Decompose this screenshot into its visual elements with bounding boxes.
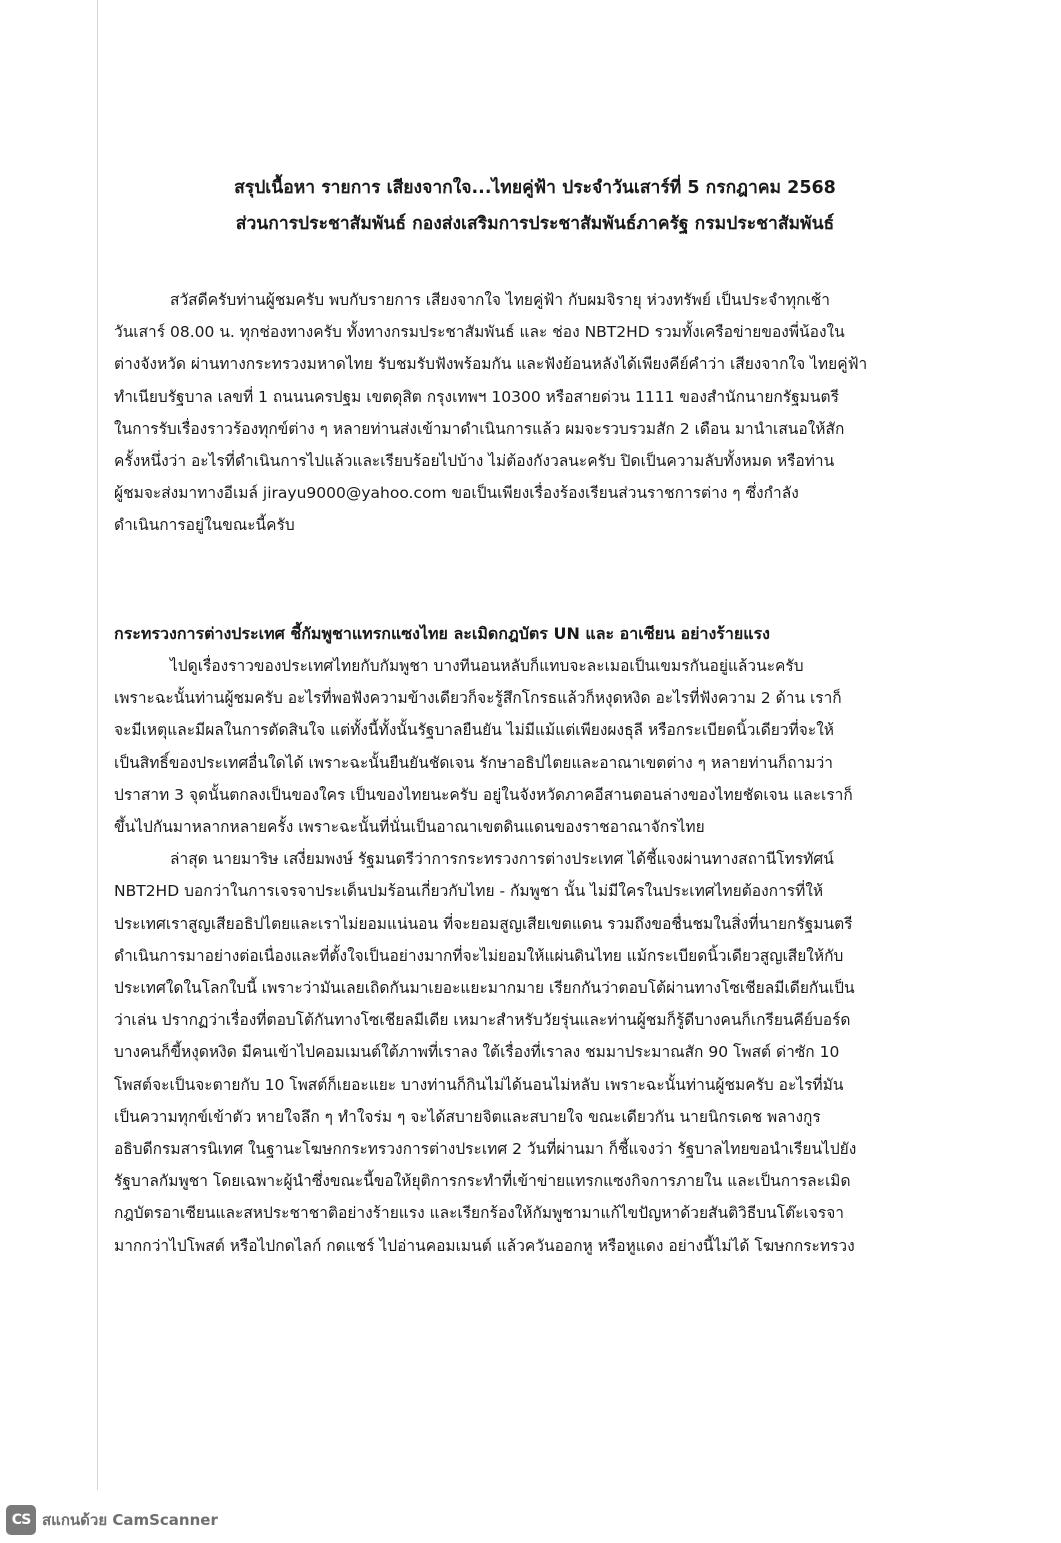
title-line-1: สรุปเนื้อหา รายการ เสียงจากใจ...ไทยคู่ฟ้า ประจำวันเสาร์ที่ 5 กรกฎาคม 2568 xyxy=(234,178,836,198)
intro-line: ครั้งหนึ่งว่า อะไรที่ดำเนินการไปแล้วและเรียบร้อยไปบ้าง ไม่ต้องกังวลนะครับ ปิดเป็นความลับทั้งหมด หรือท่าน xyxy=(114,452,835,471)
section-line: ประเทศใดในโลกใบนี้ เพราะว่ามันเลยเถิดกันมาเยอะแยะมากมาย เรียกกันว่าตอบโต้ผ่านทางโซเชียลมีเดียกันเป็น xyxy=(114,979,855,998)
intro-line: วันเสาร์ 08.00 น. ทุกช่องทางครับ ทั้งทางกรมประชาสัมพันธ์ และ ช่อง NBT2HD รวมทั้งเครือข่ายของพี่น้องใน xyxy=(114,323,845,342)
section-line: กฎบัตรอาเซียนและสหประชาชาติอย่างร้ายแรง และเรียกร้องให้กัมพูชามาแก้ไขปัญหาด้วยสันติวิธีบนโต๊ะเจรจา xyxy=(114,1204,844,1223)
section-line: NBT2HD บอกว่าในการเจรจาประเด็นปมร้อนเกี่ยวกับไทย - กัมพูชา นั้น ไม่มีใครในประเทศไทยต้องการที่ให้ xyxy=(114,882,824,901)
intro-line: ทำเนียบรัฐบาล เลขที่ 1 ถนนนครปฐม เขตดุสิต กรุงเทพฯ 10300 หรือสายด่วน 1111 ของสำนักนายกรัฐมนตรี xyxy=(114,387,839,406)
section-line: เป็นสิทธิ์ของประเทศอื่นใดได้ เพราะฉะนั้นยืนยันชัดเจน รักษาอธิปไตยและอาณาเขตต่าง ๆ หลายท่านก็ถามว่า xyxy=(114,753,833,772)
section-line: จะมีเหตุและมีผลในการตัดสินใจ แต่ทั้งนี้ทั้งนั้นรัฐบาลยืนยัน ไม่มีแม้แต่เพียงผงธุลี หรือกระเบียดนิ้วเดียวที่จะให้ xyxy=(114,721,835,740)
camscanner-logo-icon: CS xyxy=(6,1505,36,1535)
section-line: ปราสาท 3 จุดนั้นตกลงเป็นของใคร เป็นของไทยนะครับ อยู่ในจังหวัดภาคอีสานตอนล่างของไทยชัดเจน และเราก็ xyxy=(114,785,853,804)
title-line-2: ส่วนการประชาสัมพันธ์ กองส่งเสริมการประชาสัมพันธ์ภาครัฐ กรมประชาสัมพันธ์ xyxy=(235,214,835,234)
section-heading: กระทรวงการต่างประเทศ ชี้กัมพูชาแทรกแซงไทย ละเมิดกฎบัตร UN และ อาเซียน อย่างร้ายแรง xyxy=(114,624,770,643)
section-line: อธิบดีกรมสารนิเทศ ในฐานะโฆษกกระทรวงการต่างประเทศ 2 วันที่ผ่านมา ก็ชี้แจงว่า รัฐบาลไทยขอนำเรียนไปยัง xyxy=(114,1140,857,1159)
section-line: มากกว่าไปโพสต์ หรือไปกดไลก์ กดแชร์ ไปอ่านคอมเมนต์ แล้วควันออกหู หรือหูแดง อย่างนี้ไม่ได้ โฆษกกระทรวง xyxy=(114,1236,855,1255)
intro-line: ผู้ชมจะส่งมาทางอีเมล์ jirayu9000@yahoo.com ขอเป็นเพียงเรื่องร้องเรียนส่วนราชการต่าง ๆ ซึ่งกำลัง xyxy=(114,484,799,503)
section-line: ไปดูเรื่องราวของประเทศไทยกับกัมพูชา บางทีนอนหลับก็แทบจะละเมอเป็นเขมรกันอยู่แล้วนะครับ xyxy=(170,657,804,675)
intro-line: สวัสดีครับท่านผู้ชมครับ พบกับรายการ เสียงจากใจ ไทยคู่ฟ้า กับผมจิรายุ ห่วงทรัพย์ เป็นประจำทุกเช้า xyxy=(170,291,831,309)
section-line: ประเทศเราสูญเสียอธิปไตยและเราไม่ยอมแน่นอน ที่จะยอมสูญเสียเขตแดน รวมถึงขอชื่นชมในสิ่งที่นายกรัฐมนตรี xyxy=(114,914,853,933)
intro-line: ในการรับเรื่องราวร้องทุกข์ต่าง ๆ หลายท่านส่งเข้ามาดำเนินการแล้ว ผมจะรวบรวมสัก 2 เดือน มานำเสนอให้สัก xyxy=(114,419,845,438)
section-line: เป็นความทุกข์เข้าตัว หายใจลึก ๆ ทำใจร่ม ๆ จะได้สบายจิตและสบายใจ ขณะเดียวกัน นายนิกรเดช พลางกูร xyxy=(114,1107,821,1126)
intro-line: ดำเนินการอยู่ในขณะนี้ครับ xyxy=(114,516,295,535)
section-line: เพราะฉะนั้นท่านผู้ชมครับ อะไรที่พอฟังความข้างเดียวก็จะรู้สึกโกรธแล้วก็หงุดหงิด อะไรที่ฟังความ 2 ด้าน เราก็ xyxy=(114,689,842,708)
section-line: รัฐบาลกัมพูชา โดยเฉพาะผู้นำซึ่งขณะนี้ขอให้ยุติการกระทำที่เข้าข่ายแทรกแซงกิจการภายใน และเป็นการละเมิด xyxy=(114,1172,851,1191)
intro-paragraph xyxy=(114,284,932,542)
document-title xyxy=(120,170,950,242)
section-line: ขึ้นไปกันมาหลากหลายครั้ง เพราะฉะนั้นที่นั่นเป็นอาณาเขตดินแดนของราชอาณาจักรไทย xyxy=(114,818,705,837)
section-body xyxy=(114,650,932,1262)
section-line: บางคนก็ขี้หงุดหงิด มีคนเข้าไปคอมเมนต์ใต้ภาพที่เราลง ใต้เรื่องที่เราลง ชมมาประมาณสัก 90 โพสต์ ด่าซัก 10 xyxy=(114,1043,840,1062)
section-line: โพสต์จะเป็นจะตายกับ 10 โพสต์ก็เยอะแยะ บางท่านก็กินไม่ได้นอนไม่หลับ เพราะฉะนั้นท่านผู้ชมครับ อะไรที่มัน xyxy=(114,1075,844,1094)
section-line: ล่าสุด นายมาริษ เสงี่ยมพงษ์ รัฐมนตรีว่าการกระทรวงการต่างประเทศ ได้ชี้แจงผ่านทางสถานีโทรทัศน์ xyxy=(170,850,834,869)
camscanner-watermark xyxy=(6,1505,218,1535)
intro-line: ต่างจังหวัด ผ่านทางกระทรวงมหาดไทย รับชมรับฟังพร้อมกัน และฟังย้อนหลังได้เพียงคีย์คำว่า เสียงจากใจ ไทยคู่ฟ้า xyxy=(114,355,868,374)
binding-margin-line xyxy=(97,0,98,1490)
section-line: ดำเนินการมาอย่างต่อเนื่องและที่ตั้งใจเป็นอย่างมากที่จะไม่ยอมให้แผ่นดินไทย แม้กระเบียดนิ้วเดียวสูญเสียให้กับ xyxy=(114,946,844,965)
camscanner-label: สแกนด้วย CamScanner xyxy=(42,1511,218,1529)
section-line: ว่าเล่น ปรากฏว่าเรื่องที่ตอบโต้กันทางโซเชียลมีเดีย เหมาะสำหรับวัยรุ่นและท่านผู้ชมก็รู้ดีบางคนก็เกรียนคีย์บอร์ด xyxy=(114,1011,851,1030)
